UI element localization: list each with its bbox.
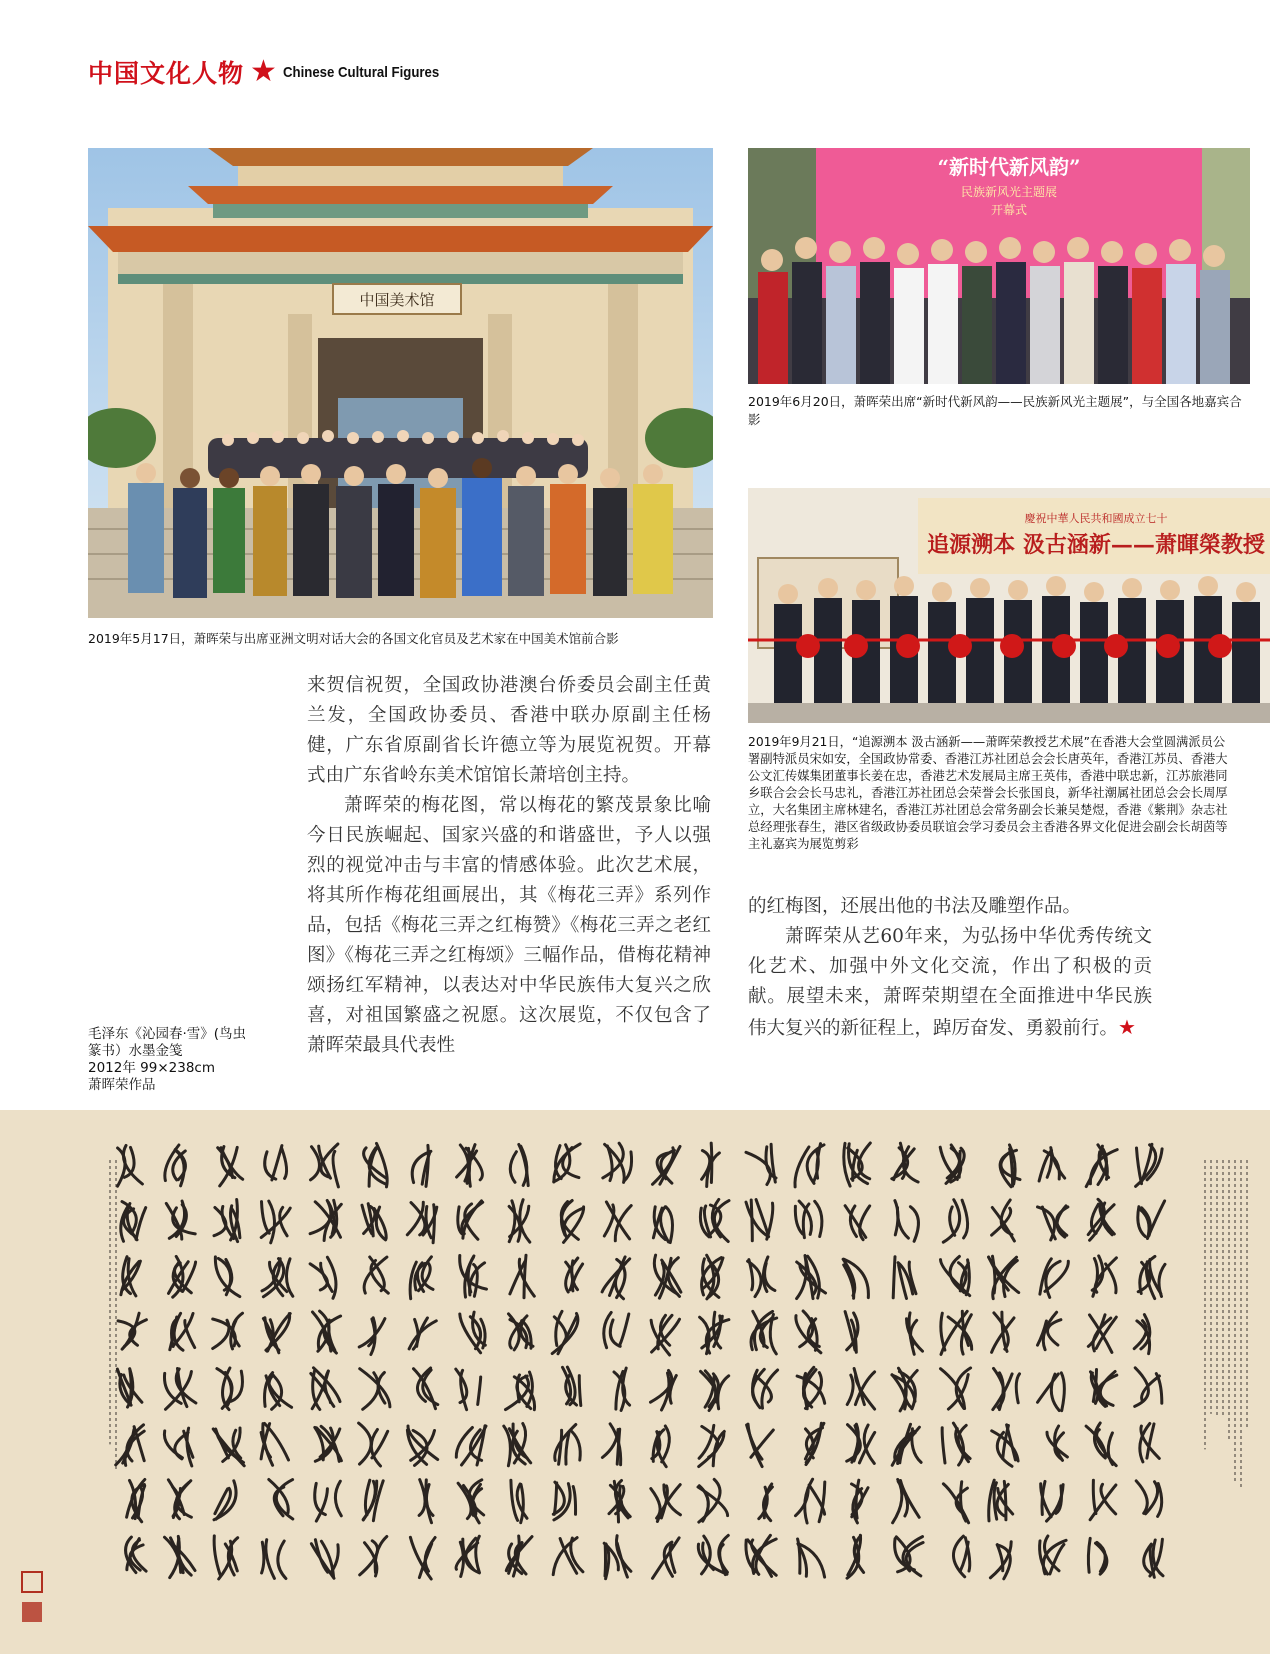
seal-glyph <box>262 1259 293 1297</box>
museum-plaque-text: 中国美术馆 <box>359 291 435 309</box>
ribbon-cutting-photo <box>748 488 1270 723</box>
seal-glyph <box>700 1312 729 1354</box>
seal-glyph <box>1138 1256 1165 1298</box>
seal-glyph <box>126 1537 147 1573</box>
seal-glyph <box>942 1423 970 1465</box>
article-paragraph: 萧晖荣从艺60年来，为弘扬中华优秀传统文化艺术、加强中外文化交流，作出了积极的贡献。展望未来，萧晖荣期望在全面推进中华民族伟大复兴的新征程上，踔厉奋发、勇毅前行。 <box>748 926 1152 1039</box>
seal-glyph <box>118 1146 143 1187</box>
seal-glyph <box>1144 1539 1163 1577</box>
seal-glyph <box>116 1425 145 1466</box>
seal-glyph <box>364 1257 388 1293</box>
seal-glyph <box>1038 1373 1065 1411</box>
seal-glyph <box>168 1480 191 1519</box>
seal-glyph <box>1040 1536 1067 1574</box>
seal-glyph <box>265 1146 287 1180</box>
seal-glyph <box>311 1540 338 1579</box>
main-photo-caption: 2019年5月17日，萧晖荣与出席亚洲文明对话大会的各国文化官员及艺术家在中国美术馆前合影 <box>88 631 619 646</box>
banner-celebration: 慶祝中華人民共和國成立七十 <box>1024 512 1168 525</box>
seal-glyph <box>269 1480 293 1520</box>
seal-glyph <box>409 1318 436 1349</box>
artwork-artist: 萧晖荣作品 <box>88 1077 156 1093</box>
seal-glyph <box>262 1540 286 1579</box>
seal-glyph <box>953 1536 969 1577</box>
artwork-medium: 篆书）水墨金笺 <box>88 1043 183 1059</box>
seal-glyph <box>359 1423 388 1466</box>
seal-glyph <box>941 1368 971 1409</box>
seal-glyph <box>895 1201 919 1242</box>
seal-glyph <box>410 1537 435 1579</box>
seal-glyph <box>214 1536 238 1579</box>
seal-glyph <box>165 1536 196 1577</box>
seal-glyph <box>509 1200 530 1242</box>
seal-glyph <box>311 1368 340 1410</box>
seal-glyph <box>893 1479 920 1522</box>
seal-glyph <box>1038 1312 1061 1350</box>
star-icon: ★ <box>250 54 277 89</box>
seal-script-calligraphy-image <box>0 1110 1270 1654</box>
seal-glyph <box>746 1200 773 1241</box>
seal-glyph <box>360 1537 387 1577</box>
artwork-title: 毛泽东《沁园春·雪》(鸟虫 <box>88 1026 247 1042</box>
seal-glyph <box>893 1257 916 1299</box>
article-paragraph: 萧晖荣的梅花图，常以梅花的繁茂景象比喻今日民族崛起、国家兴盛的和谐盛世，予人以强烈的视觉冲击与丰富的情感体验。此次艺术展，将其所作梅花组画展出，其《梅花三弄》系列作品，包括《梅花三弄之红梅赞》《梅花三弄之老红图》《梅花三弄之红梅颂》三幅作品，借梅花精神颂扬红军精神，以表达对中华民族伟大复兴之欣喜，对祖国繁盛之祝愿。这次展览，不仅包含了萧晖荣最具代表性 <box>307 795 711 1056</box>
seal-glyph <box>1000 1145 1020 1187</box>
seal-glyph <box>609 1481 630 1523</box>
seal-glyph <box>993 1368 1020 1409</box>
seal-glyph <box>1088 1315 1116 1353</box>
seal-glyph <box>1136 1481 1162 1517</box>
seal-glyph <box>990 1542 1011 1579</box>
seal-glyph <box>218 1147 243 1186</box>
seal-glyph <box>460 1312 486 1353</box>
seal-glyph <box>555 1425 580 1465</box>
opening-photo-caption: 2019年6月20日，萧晖荣出席“新时代新风韵——民族新风光主题展”，与全国各地嘉宾合影 <box>748 394 1242 427</box>
seal-glyph <box>701 1371 729 1411</box>
seal-glyph <box>127 1480 145 1522</box>
magazine-header <box>88 54 460 90</box>
seal-glyph <box>164 1369 195 1410</box>
seal-glyph <box>553 1538 583 1575</box>
seal-glyph <box>753 1369 778 1408</box>
seal-glyph <box>845 1206 870 1240</box>
seal-glyph <box>941 1311 972 1354</box>
seal-glyph <box>847 1535 864 1578</box>
seal-glyph <box>315 1426 342 1461</box>
seal-glyph <box>1138 1201 1165 1239</box>
seal-glyph <box>456 1536 479 1576</box>
seal-glyph <box>359 1318 385 1355</box>
seal-glyph <box>510 1145 528 1186</box>
article-paragraph: 来贺信祝贺，全国政协港澳台侨委员会副主任黄兰发，全国政协委员、香港中联办原副主任杨健，广东省原副省长许德立等为展览祝贺。开幕式由广东省岭东美术馆馆长萧培创主持。 <box>307 675 711 786</box>
seal-glyph <box>892 1368 917 1411</box>
banner-opening: 开幕式 <box>990 203 1028 217</box>
seal-glyph <box>1041 1481 1063 1521</box>
seal-glyph <box>653 1207 672 1243</box>
seal-stamp-icon <box>22 1572 42 1592</box>
seal-glyph <box>796 1311 821 1353</box>
seal-glyph <box>504 1424 531 1466</box>
article-column-1 <box>307 671 711 1061</box>
seal-glyph <box>892 1424 921 1465</box>
seal-glyph <box>265 1373 292 1410</box>
seal-glyph <box>510 1255 534 1298</box>
seal-glyph <box>457 1145 483 1187</box>
seal-glyph <box>652 1426 670 1467</box>
seal-glyph <box>552 1311 578 1354</box>
seal-glyph <box>747 1424 774 1467</box>
article-column-2 <box>748 892 1152 1044</box>
seal-glyph <box>419 1480 433 1523</box>
seal-glyph <box>651 1370 677 1410</box>
seal-glyph <box>261 1201 290 1243</box>
seal-glyph <box>407 1426 437 1465</box>
seal-glyph <box>117 1369 141 1407</box>
seal-glyph <box>407 1202 437 1242</box>
seal-glyph <box>795 1201 822 1238</box>
seal-glyph <box>169 1256 196 1297</box>
seal-glyph <box>698 1535 728 1574</box>
seal-glyph <box>118 1313 146 1349</box>
seal-glyph <box>805 1423 824 1464</box>
seal-glyph <box>847 1424 875 1463</box>
seal-glyph <box>311 1144 339 1187</box>
seal-glyph <box>702 1143 720 1186</box>
seal-glyph <box>653 1146 681 1184</box>
seal-glyph <box>458 1201 483 1239</box>
calligraphy-artwork <box>0 1110 1270 1654</box>
article-paragraph: 的红梅图，还展出他的书法及雕塑作品。 <box>748 896 1082 917</box>
seal-glyph <box>895 1537 923 1576</box>
seal-glyph <box>1135 1368 1162 1407</box>
seal-glyph <box>604 1312 629 1347</box>
seal-glyph <box>653 1538 680 1579</box>
seal-glyph <box>847 1369 874 1410</box>
banner-exhibition-title: 追源溯本 汲古涵新——萧暉榮教授 <box>927 532 1265 558</box>
seal-glyph <box>563 1367 581 1405</box>
seal-glyph <box>460 1256 487 1298</box>
seal-glyph <box>602 1257 630 1299</box>
seal-glyph <box>214 1200 240 1242</box>
seal-glyph <box>509 1314 534 1350</box>
seal-glyph <box>1086 1423 1116 1466</box>
seal-glyph <box>795 1144 824 1187</box>
seal-glyph <box>561 1201 583 1243</box>
seal-glyph <box>410 1257 433 1299</box>
seal-glyph <box>702 1255 723 1299</box>
seal-glyph <box>614 1368 630 1410</box>
banner-subtitle: 民族新风光主题展 <box>960 185 1058 199</box>
seal-glyph <box>1040 1259 1068 1298</box>
seal-glyph <box>315 1481 342 1521</box>
seal-glyph <box>797 1367 825 1409</box>
seal-glyph <box>412 1145 431 1186</box>
seal-glyph <box>797 1256 826 1299</box>
seal-glyph <box>217 1368 243 1410</box>
seal-glyph <box>940 1145 964 1183</box>
seal-glyph <box>989 1256 1019 1299</box>
seal-glyph <box>1086 1145 1117 1187</box>
seal-glyph <box>261 1424 288 1466</box>
seal-glyph <box>121 1257 140 1296</box>
seal-glyph <box>1136 1144 1163 1186</box>
seal-glyph <box>214 1481 236 1520</box>
seal-glyph <box>943 1200 967 1243</box>
seal-glyph <box>746 1535 776 1576</box>
seal-glyph <box>215 1257 239 1297</box>
seal-glyph <box>1047 1426 1067 1460</box>
seal-glyph <box>456 1369 481 1410</box>
seal-glyph <box>1090 1480 1116 1520</box>
seal-glyph <box>458 1480 484 1523</box>
seal-glyph <box>746 1144 776 1184</box>
seal-glyph <box>1134 1315 1150 1354</box>
seal-glyph <box>310 1200 341 1240</box>
seal-glyph <box>992 1200 1015 1241</box>
seal-glyph <box>166 1201 195 1239</box>
seal-glyph <box>941 1256 970 1295</box>
seal-glyph <box>989 1480 1013 1521</box>
seal-glyph <box>700 1199 729 1241</box>
brand-title-en: Chinese Cultural Figures <box>282 63 440 81</box>
seal-glyph <box>566 1258 583 1292</box>
seal-glyph <box>554 1144 580 1182</box>
seal-glyph <box>1038 1206 1068 1240</box>
seal-glyph <box>759 1484 773 1521</box>
seal-glyph <box>364 1143 388 1187</box>
seal-glyph <box>844 1143 871 1186</box>
seal-glyph <box>553 1482 575 1520</box>
seal-glyph <box>456 1426 486 1465</box>
seal-glyph <box>798 1539 825 1577</box>
seal-glyph <box>699 1425 725 1466</box>
seal-glyph <box>1039 1148 1065 1181</box>
seal-glyph <box>506 1372 535 1410</box>
seal-glyph <box>748 1257 775 1297</box>
seal-glyph <box>907 1313 923 1354</box>
seal-glyph <box>892 1143 918 1182</box>
seal-glyph <box>511 1480 527 1523</box>
seal-glyph <box>506 1536 532 1576</box>
seal-glyph <box>651 1315 679 1355</box>
seal-glyph <box>164 1428 192 1466</box>
seal-glyph <box>1088 1538 1107 1574</box>
seal-glyph <box>698 1479 728 1522</box>
ribbon-photo-caption: 2019年9月21日，“追源溯本 汲古涵新——萧晖荣教授艺术展”在香港大会堂圆满派员公署副特派员宋如安，全国政协常委、香港江苏社团总会会长唐英年，香港江苏员、香港大公文汇传媒集团董事长姜在忠，香港艺术发展局主席王英伟，香港中联忠新，江苏旅港同乡联合会会长马忠礼，香港江苏社团总会荣誉会长张国良，新华社潮属社团总会会长周厚立，大名集团主席林建名，香港江苏社团总会常务副会长兼吴楚煜，香港《紫荆》杂志社总经理张春生，港区省级政协委员联谊会学习委员会主香港各界文化促进会副会长胡茵等主礼嘉宾为展览剪彩 <box>748 735 1228 851</box>
seal-glyph <box>843 1259 868 1298</box>
seal-glyph <box>1088 1199 1114 1240</box>
seal-glyph <box>943 1482 968 1523</box>
seal-glyph <box>604 1202 631 1241</box>
seal-glyph <box>1092 1256 1116 1296</box>
museum-group-photo <box>88 148 713 618</box>
seal-glyph <box>603 1143 632 1182</box>
banner-title: “新时代新风韵” <box>937 155 1081 179</box>
seal-glyph <box>263 1314 290 1353</box>
artwork-size: 2012年 99×238cm <box>88 1060 215 1076</box>
seal-glyph <box>170 1313 195 1350</box>
seal-glyph <box>165 1145 186 1186</box>
seal-glyph <box>796 1479 825 1523</box>
seal-glyph <box>1140 1424 1159 1462</box>
seal-glyph <box>602 1424 620 1465</box>
seal-glyph <box>310 1257 336 1298</box>
seal-glyph <box>121 1202 146 1242</box>
seal-stamp-icon <box>22 1602 42 1622</box>
seal-glyph <box>313 1311 341 1353</box>
seal-glyph <box>1091 1370 1117 1407</box>
seal-glyph <box>604 1536 631 1579</box>
seal-glyph <box>845 1312 858 1353</box>
end-star-icon: ★ <box>1118 1015 1136 1039</box>
seal-glyph <box>362 1204 386 1240</box>
seal-glyph <box>992 1425 1018 1467</box>
seal-glyph <box>992 1312 1014 1352</box>
artwork-caption <box>88 1026 278 1094</box>
seal-glyph <box>363 1480 383 1521</box>
seal-glyph <box>654 1255 681 1298</box>
seal-glyph <box>213 1313 243 1349</box>
seal-glyph <box>651 1485 681 1522</box>
exhibition-opening-photo <box>748 148 1250 384</box>
seal-glyph <box>852 1480 869 1523</box>
seal-glyph <box>751 1311 777 1354</box>
brand-title-cn: 中国文化人物 <box>88 59 245 88</box>
seal-glyph <box>213 1428 244 1466</box>
seal-glyph <box>414 1368 438 1409</box>
seal-glyph <box>360 1369 390 1410</box>
